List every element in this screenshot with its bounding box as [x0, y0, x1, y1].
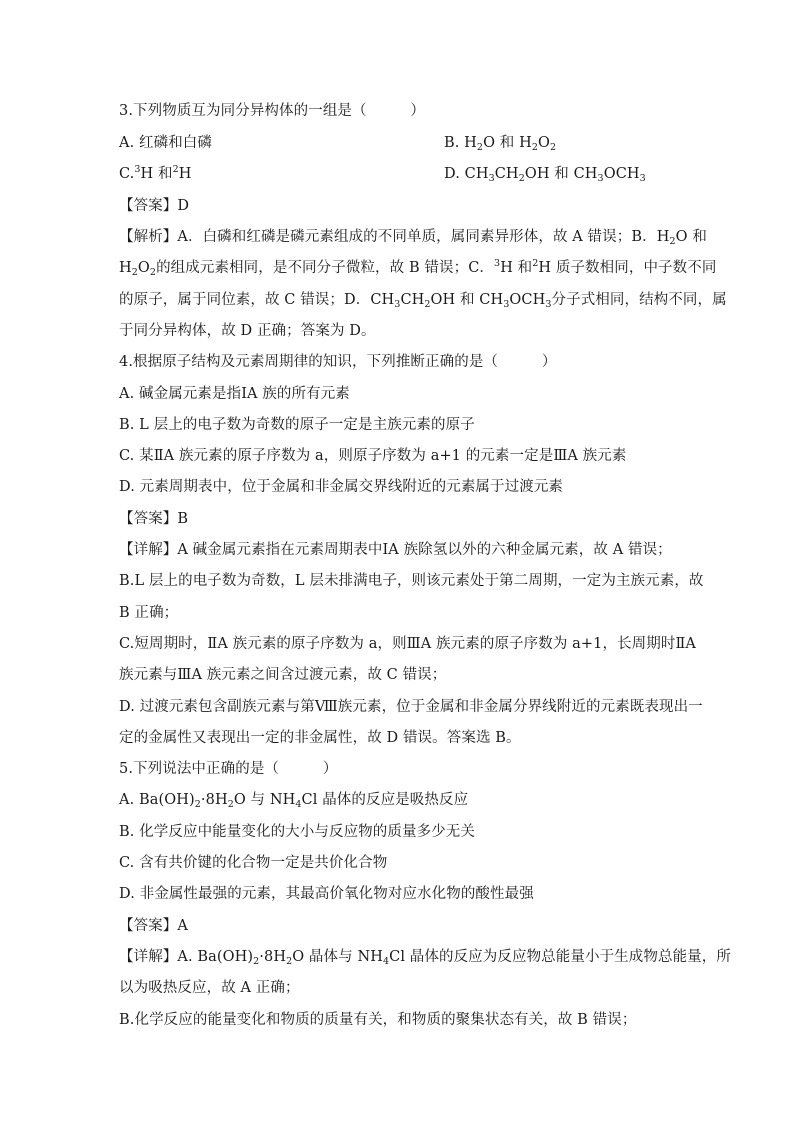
q5-answer: 【答案】A — [119, 918, 188, 934]
q4-option-c: C. 某ⅡA 族元素的原子序数为 a，则原子序数为 a+1 的元素一定是ⅢA 族元素 — [119, 448, 627, 464]
q3-answer: 【答案】D — [119, 198, 190, 214]
q5-option-d: D. 非金属性最强的元素，其最高价氧化物对应水化物的酸性最强 — [119, 886, 534, 902]
q4-option-a: A. 碱金属元素是指ⅠA 族的所有元素 — [119, 386, 350, 402]
q4-stem: 4.根据原子结构及元素周期律的知识，下列推断正确的是（ ） — [119, 354, 557, 370]
q3-option-b: B. $H_2O$ 和 $H_2O_2$ — [444, 135, 557, 153]
q3-option-a: A. 红磷和白磷 — [119, 135, 212, 151]
q5-explanation-line-2: 以为吸热反应，故 A 正确； — [119, 980, 300, 996]
q3-option-d: D. $CH_3CH_2OH$ 和 $CH_3OCH_3$ — [444, 166, 646, 184]
q4-explanation-line-2: B.L 层上的电子数为奇数，L 层未排满电子，则该元素处于第二周期，一定为主族元素，故 — [119, 573, 704, 589]
q4-option-b: B. L 层上的电子数为奇数的原子一定是主族元素的原子 — [119, 417, 475, 433]
q4-explanation-line-6: D. 过渡元素包含副族元素与第Ⅷ族元素，位于金属和非金属分界线附近的元素既表现出一 — [119, 699, 703, 715]
q5-explanation-line-1: 【详解】A. $Ba(OH)_2\cdot 8H_2O$ 晶体与 $NH_4Cl$ 晶体的反应为反应物总能量小于生成物总能量，所 — [119, 949, 731, 967]
q4-explanation-line-4: C.短周期时，ⅡA 族元素的原子序数为 a，则ⅢA 族元素的原子序数为 a+1，长周期时ⅡA — [119, 636, 696, 652]
q4-explanation-line-7: 定的金属性又表现出一定的非金属性，故 D 错误。答案选 B。 — [119, 730, 521, 746]
q4-answer: 【答案】B — [119, 511, 189, 527]
q5-option-c: C. 含有共价键的化合物一定是共价化合物 — [119, 855, 388, 871]
q4-explanation-line-5: 族元素与ⅢA 族元素之间含过渡元素，故 C 错误； — [119, 667, 447, 683]
q4-option-d: D. 元素周期表中，位于金属和非金属交界线附近的元素属于过渡元素 — [119, 479, 564, 495]
q5-option-b: B. 化学反应中能量变化的大小与反应物的质量多少无关 — [119, 824, 475, 840]
q3-explanation-line-3: 的原子，属于同位素，故 C 错误；D．$CH_3CH_2OH$ 和 $CH_3OCH_3$分子式相同，结构不同，属 — [119, 292, 727, 310]
q3-explanation-line-2: $H_2O_2$的组成元素相同，是不同分子微粒，故 B 错误；C．$^3$H 和$^2$H 质子数相同，中子数不同 — [119, 258, 717, 278]
q3-option-c: C.$^3$H 和$^2$H — [119, 164, 192, 182]
q3-stem: 3.下列物质互为同分异构体的一组是（ ） — [119, 103, 426, 119]
q5-option-a: A. $Ba(OH)_2\cdot 8H_2O$ 与 $NH_4Cl$ 晶体的反应是吸热反应 — [119, 792, 469, 810]
q4-explanation-line-3: B 正确； — [119, 605, 179, 621]
q4-explanation-line-1: 【详解】A 碱金属元素指在元素周期表中ⅠA 族除氢以外的六种金属元素，故 A 错误； — [119, 542, 672, 558]
q5-stem: 5.下列说法中正确的是（ ） — [119, 761, 338, 777]
q5-explanation-line-3: B.化学反应的能量变化和物质的质量有关，和物质的聚集状态有关，故 B 错误； — [119, 1012, 637, 1028]
q3-explanation-line-4: 于同分异构体，故 D 正确；答案为 D。 — [119, 323, 376, 339]
q3-explanation-line-1: 【解析】A．白磷和红磷是磷元素组成的不同单质，属同素异形体，故 A 错误；B．$H_2O$ 和 — [119, 229, 707, 247]
